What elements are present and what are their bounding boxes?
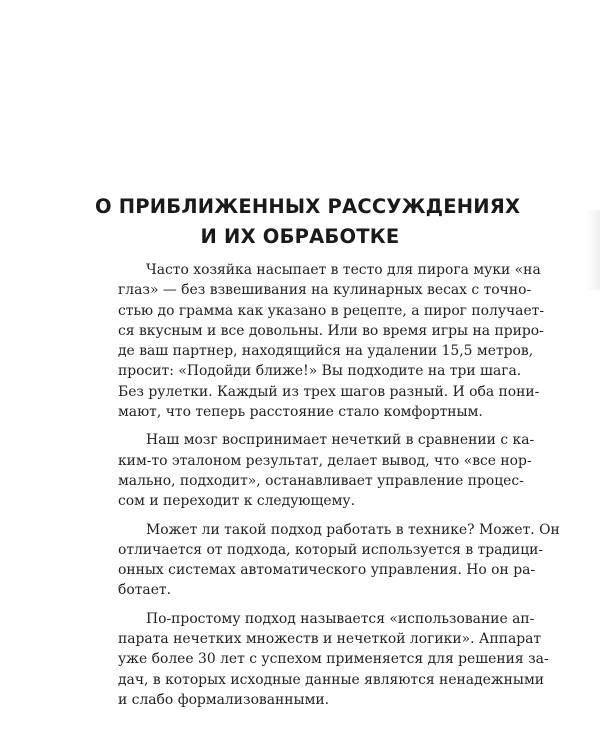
paragraph: [118, 609, 549, 710]
chapter-heading-line: О ПРИБЛИЖЕННЫХ РАССУЖДЕНИЯХ: [95, 195, 521, 218]
page-edge-shadow: [586, 210, 600, 290]
text-line: отличается от подхода, который используется в традици-: [118, 541, 544, 558]
text-line: ся вкусным и все довольны. Или во время игры на приро-: [118, 322, 544, 339]
text-line: глаз» — без взвешивания на кулинарных весах с точно-: [118, 282, 532, 299]
chapter-heading-line: И ИХ ОБРАБОТКЕ: [200, 225, 400, 248]
paragraph: [118, 520, 560, 601]
paragraph: [118, 430, 535, 511]
text-line: стью до грамма как указано в рецепте, а пирог получает-: [118, 302, 545, 319]
body-text: [118, 260, 560, 718]
text-line: Наш мозг воспринимает нечеткий в сравнении с ка-: [146, 432, 535, 449]
text-line: сом и переходит к следующему.: [118, 493, 356, 510]
text-line: По-простому подход называется «использование ап-: [146, 610, 535, 627]
paragraph: [118, 260, 545, 422]
text-line: и слабо формализованными.: [118, 691, 330, 708]
text-line: мают, что теперь расстояние стало комфортным.: [118, 404, 483, 421]
text-line: онных системах автоматического управления. Но он ра-: [118, 562, 536, 579]
text-line: просит: «Подойди ближе!» Вы подходите на три шага.: [118, 363, 522, 380]
text-line: парата нечетких множеств и нечеткой логики». Аппарат: [118, 631, 542, 648]
text-line: ким-то эталоном результат, делает вывод, что «все нор-: [118, 452, 532, 469]
text-line: Без рулетки. Каждый из трех шагов разный. И оба пони-: [118, 383, 540, 400]
text-line: мально, подходит», останавливает управление процес-: [118, 472, 524, 489]
text-line: дач, в которых исходные данные являются ненадежными: [118, 671, 545, 688]
text-line: Может ли такой подход работать в технике? Может. Он: [146, 521, 560, 538]
text-line: ботает.: [118, 582, 172, 599]
text-line: уже более 30 лет с успехом применяется для решения за-: [118, 651, 549, 668]
text-line: де ваш партнер, находящийся на удалении 15,5 метров,: [118, 343, 534, 360]
text-line: Часто хозяйка насыпает в тесто для пирога муки «на: [146, 262, 541, 278]
chapter-heading: [95, 192, 521, 252]
